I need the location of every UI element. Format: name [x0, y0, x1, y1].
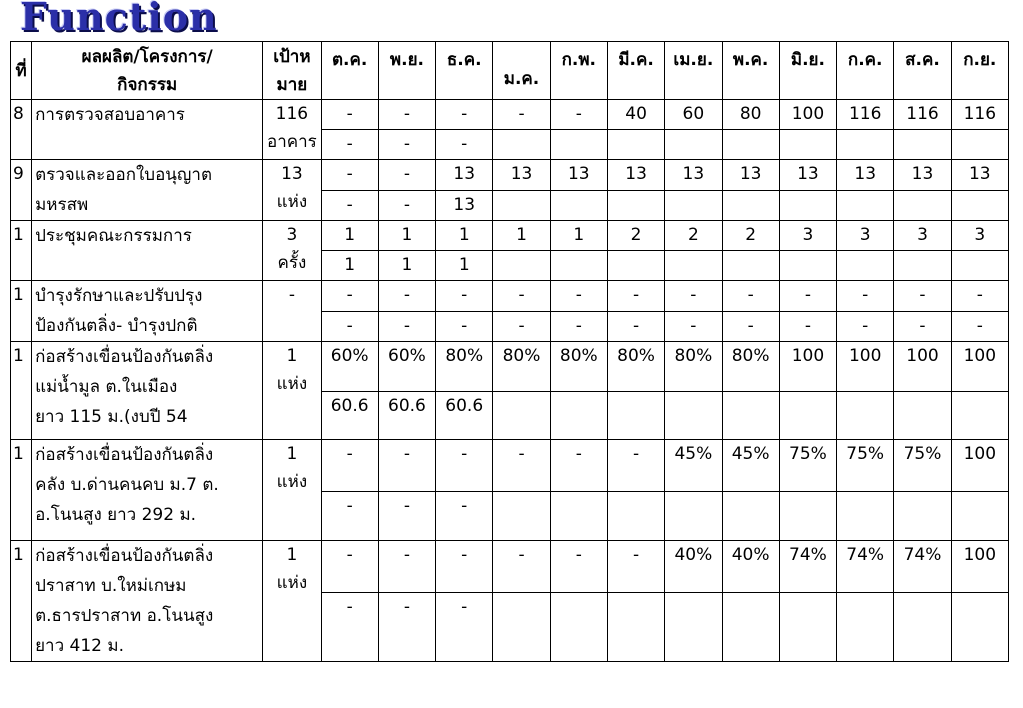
actual-cell [493, 593, 550, 662]
actual-cell [894, 593, 951, 662]
header-month: ธ.ค. [436, 42, 493, 100]
plan-cell: 60% [321, 342, 378, 392]
header-month: ส.ค. [894, 42, 951, 100]
row-target-line: ครั้ง [277, 253, 307, 273]
actual-cell: - [321, 492, 378, 541]
plan-cell: 45% [665, 440, 722, 492]
plan-cell: 75% [894, 440, 951, 492]
actual-cell: 60.6 [436, 392, 493, 440]
actual-cell [665, 251, 722, 281]
header-month: ต.ค. [321, 42, 378, 100]
actual-cell [493, 492, 550, 541]
plan-cell: 100 [894, 342, 951, 392]
actual-cell: - [436, 492, 493, 541]
plan-cell: 1 [378, 221, 435, 251]
header-month: ก.ค. [837, 42, 894, 100]
actual-cell [607, 190, 664, 221]
actual-cell [951, 593, 1008, 662]
row-number: 9 [11, 160, 32, 221]
page-title: Function [20, 0, 218, 39]
row-name-line: ป้องกันตลิ่ง- บำรุงปกติ [35, 316, 198, 336]
actual-cell [837, 251, 894, 281]
row-target [263, 281, 321, 342]
actual-cell: - [378, 593, 435, 662]
plan-cell: - [378, 160, 435, 191]
plan-cell: 3 [951, 221, 1008, 251]
actual-cell: 13 [436, 190, 493, 221]
header-month: มิ.ย. [779, 42, 836, 100]
plan-cell: 2 [665, 221, 722, 251]
plan-cell: 13 [436, 160, 493, 191]
plan-cell: 13 [607, 160, 664, 191]
actual-cell: 1 [436, 251, 493, 281]
plan-cell: 60 [665, 100, 722, 130]
actual-cell: 60.6 [378, 392, 435, 440]
actual-cell [607, 392, 664, 440]
row-target [263, 100, 321, 160]
row-name-line: คลัง บ.ด่านคนคบ ม.7 ต. [35, 475, 219, 495]
table-header [11, 42, 1009, 100]
plan-cell: 40% [722, 541, 779, 593]
row-target-line: 1 [286, 346, 298, 366]
actual-cell [951, 130, 1008, 160]
row-target-line: แห่ง [276, 374, 308, 394]
plan-cell: 3 [837, 221, 894, 251]
actual-cell: - [436, 593, 493, 662]
plan-cell: 13 [894, 160, 951, 191]
actual-cell [722, 190, 779, 221]
plan-cell: - [321, 281, 378, 312]
actual-cell [722, 593, 779, 662]
header-output [32, 42, 263, 100]
plan-cell: 80 [722, 100, 779, 130]
plan-cell: 100 [779, 100, 836, 130]
actual-cell: - [436, 311, 493, 342]
actual-cell [493, 251, 550, 281]
row-target-line: 3 [286, 225, 298, 245]
row-target-line: 13 [281, 164, 303, 184]
actual-cell: - [378, 190, 435, 221]
plan-cell: - [436, 440, 493, 492]
actual-cell: - [436, 130, 493, 160]
plan-cell: - [321, 160, 378, 191]
plan-cell: - [378, 541, 435, 593]
row-target-line: - [288, 285, 295, 305]
table-row [11, 541, 1009, 593]
actual-cell [493, 130, 550, 160]
actual-cell [550, 593, 607, 662]
plan-cell: 13 [951, 160, 1008, 191]
header-month: มี.ค. [607, 42, 664, 100]
plan-cell: - [378, 281, 435, 312]
plan-cell: - [550, 541, 607, 593]
table-row [11, 160, 1009, 191]
plan-cell: 1 [436, 221, 493, 251]
row-name [32, 160, 263, 221]
actual-cell [779, 492, 836, 541]
plan-cell: 13 [665, 160, 722, 191]
row-name-line: มหรสพ [35, 195, 89, 215]
actual-cell: - [378, 130, 435, 160]
header-month: เม.ย. [665, 42, 722, 100]
row-name-line: ก่อสร้างเขื่อนป้องกันตลิ่ง [35, 347, 214, 367]
row-name-line: ตรวจและออกใบอนุญาต [35, 165, 212, 185]
actual-cell: - [837, 311, 894, 342]
row-name-line: อ.โนนสูง ยาว 292 ม. [35, 505, 197, 525]
plan-cell: - [894, 281, 951, 312]
actual-cell [894, 492, 951, 541]
plan-cell: 45% [722, 440, 779, 492]
header-month: พ.ค. [722, 42, 779, 100]
row-name [32, 440, 263, 541]
actual-cell: - [894, 311, 951, 342]
row-name-line: ยาว 412 ม. [35, 636, 125, 656]
header-month: พ.ย. [378, 42, 435, 100]
plan-cell: - [436, 281, 493, 312]
plan-cell: - [607, 281, 664, 312]
actual-cell: 1 [378, 251, 435, 281]
row-target-line: อาคาร [266, 132, 317, 152]
actual-cell [837, 190, 894, 221]
actual-cell [607, 593, 664, 662]
plan-cell: 80% [436, 342, 493, 392]
row-target-line: 116 [275, 104, 309, 124]
plan-cell: - [779, 281, 836, 312]
plan-cell: 1 [550, 221, 607, 251]
actual-cell [779, 130, 836, 160]
row-number: 8 [11, 100, 32, 160]
plan-cell: 2 [722, 221, 779, 251]
plan-cell: 80% [607, 342, 664, 392]
plan-cell: 80% [550, 342, 607, 392]
plan-cell: 116 [951, 100, 1008, 130]
plan-cell: - [436, 100, 493, 130]
plan-cell: 80% [665, 342, 722, 392]
plan-cell: 13 [722, 160, 779, 191]
plan-cell: - [665, 281, 722, 312]
actual-cell: 1 [321, 251, 378, 281]
header-month: ก.ย. [951, 42, 1008, 100]
actual-cell [550, 492, 607, 541]
table-row [11, 342, 1009, 392]
header-output-line: กิจกรรม [117, 74, 178, 95]
row-target-line: แห่ง [276, 472, 308, 492]
actual-cell: - [493, 311, 550, 342]
actual-cell: - [951, 311, 1008, 342]
actual-cell: - [722, 311, 779, 342]
table-row [11, 440, 1009, 492]
actual-cell [951, 190, 1008, 221]
actual-cell: - [321, 311, 378, 342]
row-name-line: ยาว 115 ม.(งบปี 54 [35, 407, 188, 427]
header-target-line: มาย [276, 74, 308, 95]
actual-cell: - [607, 311, 664, 342]
plan-cell: - [951, 281, 1008, 312]
actual-cell [951, 251, 1008, 281]
row-target [263, 541, 321, 662]
actual-cell: - [321, 190, 378, 221]
plan-cell: - [607, 440, 664, 492]
actual-cell [607, 492, 664, 541]
header-row [11, 42, 1009, 100]
actual-cell [951, 392, 1008, 440]
plan-cell: 1 [493, 221, 550, 251]
row-number: 1 [11, 342, 32, 440]
row-name [32, 541, 263, 662]
actual-cell [665, 130, 722, 160]
actual-cell: 60.6 [321, 392, 378, 440]
table-row [11, 281, 1009, 312]
row-name-line: ก่อสร้างเขื่อนป้องกันตลิ่ง [35, 546, 214, 566]
actual-cell [665, 190, 722, 221]
row-number: 1 [11, 440, 32, 541]
header-month: ม.ค. [493, 42, 550, 100]
actual-cell [550, 130, 607, 160]
header-month: ก.พ. [550, 42, 607, 100]
actual-cell [837, 130, 894, 160]
plan-cell: 100 [779, 342, 836, 392]
actual-cell: - [321, 130, 378, 160]
row-name-line: ก่อสร้างเขื่อนป้องกันตลิ่ง [35, 445, 214, 465]
plan-cell: 74% [894, 541, 951, 593]
actual-cell [779, 251, 836, 281]
plan-cell: 1 [321, 221, 378, 251]
actual-cell [894, 130, 951, 160]
plan-cell: - [493, 281, 550, 312]
plan-cell: 80% [722, 342, 779, 392]
actual-cell [722, 251, 779, 281]
actual-cell [550, 190, 607, 221]
row-target [263, 342, 321, 440]
actual-cell [894, 392, 951, 440]
plan-cell: 75% [779, 440, 836, 492]
actual-cell: - [378, 311, 435, 342]
actual-cell [837, 593, 894, 662]
row-name [32, 100, 263, 160]
row-target-line: 1 [286, 545, 298, 565]
actual-cell [894, 251, 951, 281]
plan-cell: - [722, 281, 779, 312]
actual-cell [550, 251, 607, 281]
plan-cell: 13 [493, 160, 550, 191]
actual-cell [837, 392, 894, 440]
plan-cell: 60% [378, 342, 435, 392]
actual-cell [665, 392, 722, 440]
plan-cell: 80% [493, 342, 550, 392]
actual-cell [665, 593, 722, 662]
row-name-line: ประชุมคณะกรรมการ [35, 226, 192, 246]
plan-cell: 74% [837, 541, 894, 593]
plan-cell: 74% [779, 541, 836, 593]
row-target [263, 440, 321, 541]
row-number: 1 [11, 541, 32, 662]
actual-cell: - [779, 311, 836, 342]
row-name-line: บำรุงรักษาและปรับปรุง [35, 286, 203, 306]
plan-cell: - [321, 541, 378, 593]
actual-cell: - [321, 593, 378, 662]
table-body [11, 100, 1009, 662]
actual-cell [722, 130, 779, 160]
actual-cell [607, 251, 664, 281]
plan-cell: 116 [894, 100, 951, 130]
plan-cell: 2 [607, 221, 664, 251]
actual-cell [722, 392, 779, 440]
actual-cell: - [550, 311, 607, 342]
plan-cell: - [493, 541, 550, 593]
plan-cell: - [493, 100, 550, 130]
project-schedule-table [10, 41, 1009, 662]
plan-cell: 100 [951, 342, 1008, 392]
plan-cell: - [378, 100, 435, 130]
actual-cell: - [378, 492, 435, 541]
actual-cell [779, 190, 836, 221]
header-target-line: เป้าห [273, 46, 311, 67]
actual-cell: - [665, 311, 722, 342]
row-name-line: การตรวจสอบอาคาร [35, 105, 185, 125]
plan-cell: - [550, 281, 607, 312]
plan-cell: 100 [837, 342, 894, 392]
actual-cell [550, 392, 607, 440]
row-name-line: ต.ธารปราสาท อ.โนนสูง [35, 606, 214, 626]
header-no: ที่ [11, 42, 32, 100]
plan-cell: 13 [550, 160, 607, 191]
plan-cell: 40 [607, 100, 664, 130]
plan-cell: 3 [779, 221, 836, 251]
actual-cell [837, 492, 894, 541]
actual-cell [665, 492, 722, 541]
table-row [11, 221, 1009, 251]
plan-cell: - [321, 100, 378, 130]
plan-cell: - [436, 541, 493, 593]
plan-cell: 3 [894, 221, 951, 251]
row-name [32, 342, 263, 440]
row-name-line: แม่น้ำมูล ต.ในเมือง [35, 377, 178, 397]
plan-cell: - [837, 281, 894, 312]
plan-cell: 13 [779, 160, 836, 191]
header-output-line: ผลผลิต/โครงการ/ [81, 46, 213, 67]
plan-cell: - [378, 440, 435, 492]
plan-cell: 100 [951, 541, 1008, 593]
row-target-line: 1 [286, 444, 298, 464]
row-name [32, 221, 263, 281]
plan-cell: 40% [665, 541, 722, 593]
actual-cell [493, 190, 550, 221]
actual-cell [894, 190, 951, 221]
plan-cell: - [550, 100, 607, 130]
row-name-line: ปราสาท บ.ใหม่เกษม [35, 576, 187, 596]
row-target-line: แห่ง [276, 573, 308, 593]
actual-cell [722, 492, 779, 541]
row-target [263, 221, 321, 281]
plan-cell: 100 [951, 440, 1008, 492]
row-target-line: แห่ง [276, 192, 308, 212]
table-row [11, 100, 1009, 130]
plan-cell: - [321, 440, 378, 492]
row-name [32, 281, 263, 342]
header-target [263, 42, 321, 100]
actual-cell [779, 593, 836, 662]
row-number: 1 [11, 221, 32, 281]
plan-cell: - [607, 541, 664, 593]
plan-cell: - [550, 440, 607, 492]
plan-cell: 13 [837, 160, 894, 191]
actual-cell [779, 392, 836, 440]
row-number: 1 [11, 281, 32, 342]
plan-cell: 116 [837, 100, 894, 130]
plan-cell: - [493, 440, 550, 492]
row-target [263, 160, 321, 221]
actual-cell [493, 392, 550, 440]
plan-cell: 75% [837, 440, 894, 492]
actual-cell [607, 130, 664, 160]
actual-cell [951, 492, 1008, 541]
